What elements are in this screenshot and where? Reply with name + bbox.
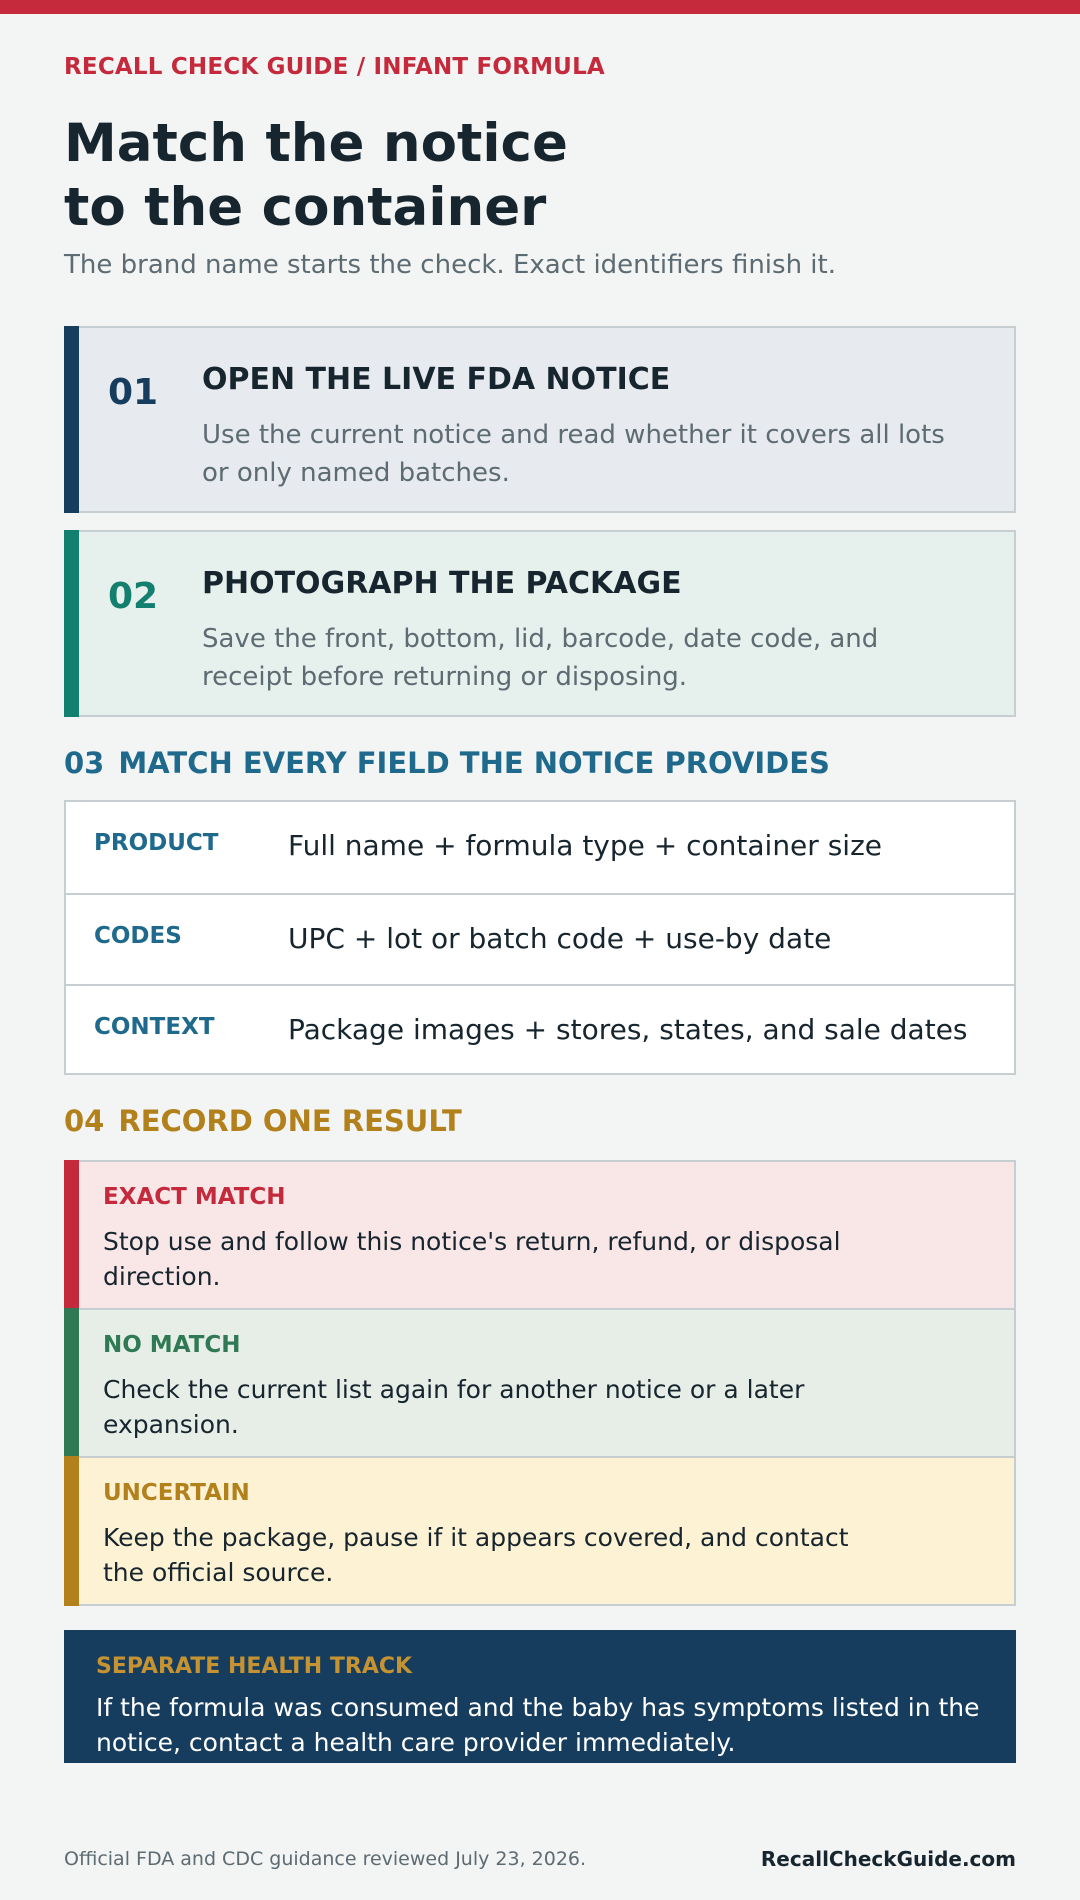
result-body: Check the current list again for another notice or a later expansion. (103, 1375, 805, 1439)
result-label: EXACT MATCH (103, 1184, 286, 1210)
table-row (66, 984, 1014, 1075)
section-title: MATCH EVERY FIELD THE NOTICE PROVIDES (118, 746, 830, 780)
top-accent-bar (0, 0, 1080, 14)
field-value: Package images + stores, states, and sale dates (288, 1013, 968, 1046)
callout-label: SEPARATE HEALTH TRACK (96, 1654, 413, 1679)
table-row (66, 802, 1014, 893)
fields-table (64, 800, 1016, 1075)
health-track-callout (64, 1630, 1016, 1763)
callout-body: If the formula was consumed and the baby has symptoms listed in the notice, contact a health care provider immediately. (96, 1693, 980, 1757)
step-body: Use the current notice and read whether it covers all lots or only named batches. (202, 420, 945, 488)
footer-site: RecallCheckGuide.com (760, 1847, 1016, 1871)
step-body: Save the front, bottom, lid, barcode, date code, and receipt before returning or disposing. (202, 624, 879, 692)
section-number: 04 (64, 1104, 105, 1138)
footer-note: Official FDA and CDC guidance reviewed July 23, 2026. (64, 1848, 587, 1870)
kicker: RECALL CHECK GUIDE / INFANT FORMULA (64, 54, 605, 80)
step-card-open-notice (64, 326, 1016, 513)
result-body: Keep the package, pause if it appears covered, and contact the official source. (103, 1523, 849, 1587)
field-label: CONTEXT (94, 1014, 215, 1040)
section-heading-match-fields (64, 746, 830, 780)
result-exact-match (64, 1160, 1016, 1310)
field-label: CODES (94, 923, 182, 949)
result-body: Stop use and follow this notice's return, refund, or disposal direction. (103, 1227, 841, 1291)
field-value: UPC + lot or batch code + use-by date (288, 922, 832, 955)
title-line-2: to the container (64, 177, 547, 238)
result-accent-bar (64, 1456, 79, 1606)
section-number: 03 (64, 746, 105, 780)
step-number: 01 (108, 372, 159, 413)
field-value: Full name + formula type + container size (288, 829, 882, 862)
step-accent-bar (64, 326, 79, 513)
result-accent-bar (64, 1308, 79, 1458)
step-heading: OPEN THE LIVE FDA NOTICE (202, 362, 671, 397)
step-number: 02 (108, 576, 159, 617)
result-label: UNCERTAIN (103, 1480, 250, 1506)
result-no-match (64, 1308, 1016, 1458)
step-accent-bar (64, 530, 79, 717)
step-heading: PHOTOGRAPH THE PACKAGE (202, 566, 682, 601)
subtitle: The brand name starts the check. Exact identifiers finish it. (64, 250, 836, 280)
result-uncertain (64, 1456, 1016, 1606)
page-title (64, 112, 864, 240)
result-label: NO MATCH (103, 1332, 241, 1358)
section-heading-record-result (64, 1104, 462, 1138)
table-row (66, 893, 1014, 984)
field-label: PRODUCT (94, 830, 219, 856)
section-title: RECORD ONE RESULT (118, 1104, 462, 1138)
result-accent-bar (64, 1160, 79, 1310)
title-line-1: Match the notice (64, 113, 568, 174)
step-card-photograph-package (64, 530, 1016, 717)
